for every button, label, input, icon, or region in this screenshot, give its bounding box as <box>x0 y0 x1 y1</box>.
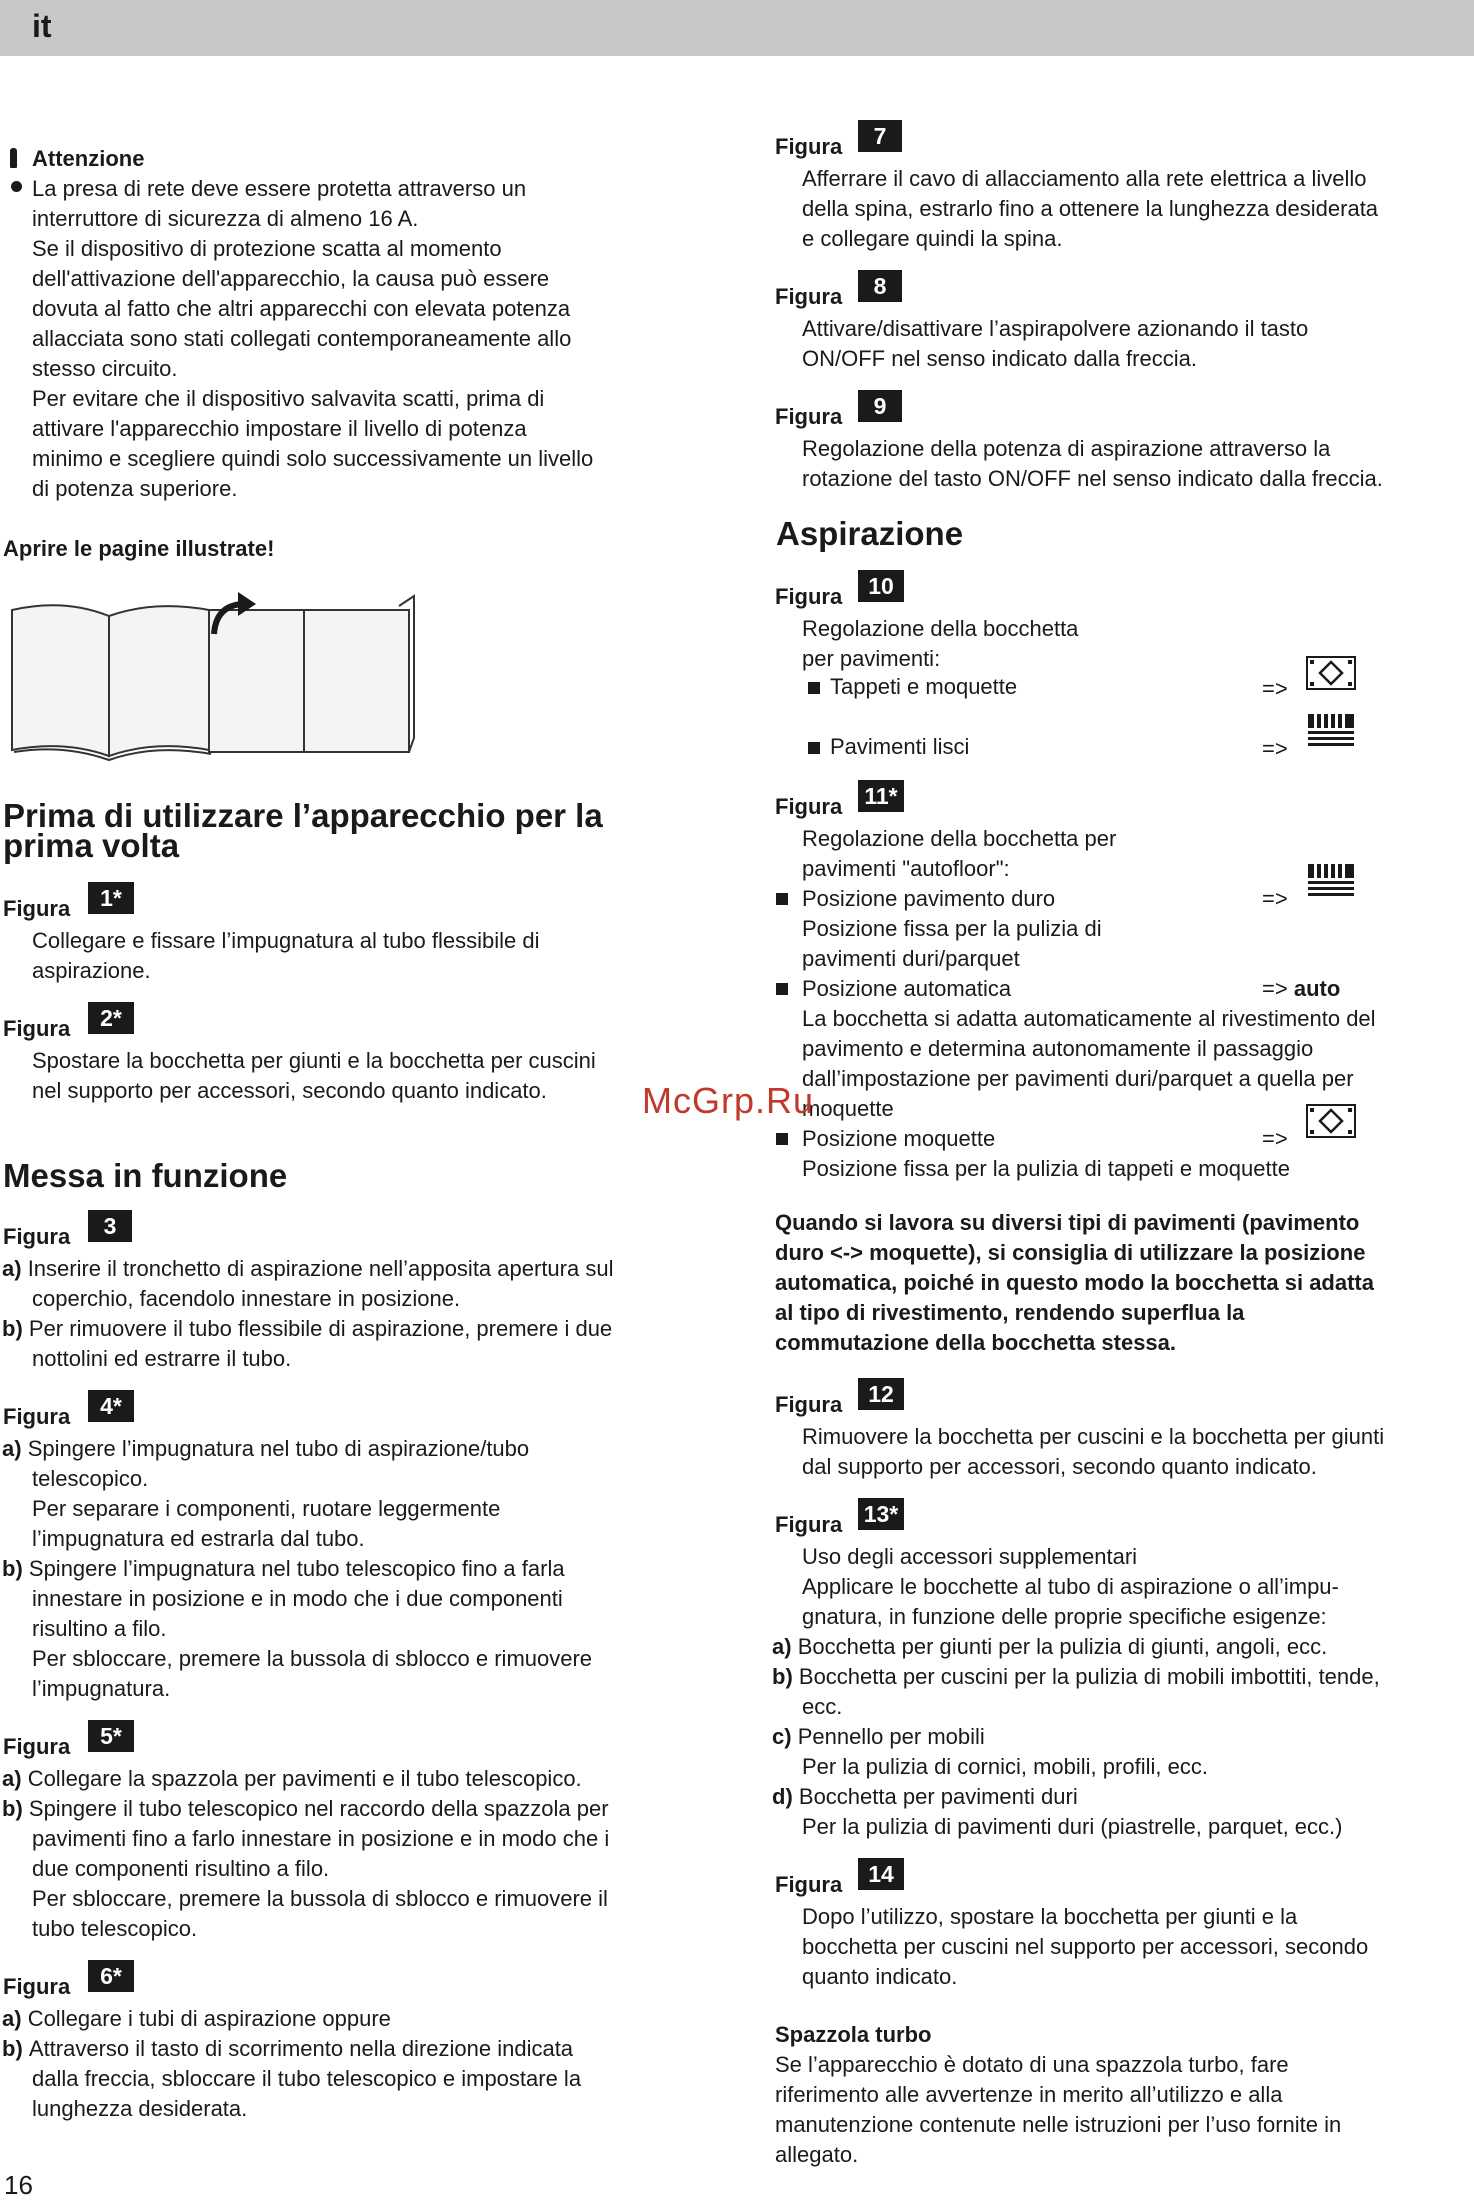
bullet-square-icon <box>776 983 788 995</box>
text-line: Attivare/disattivare l’aspirapolvere azionando il tasto <box>802 316 1309 341</box>
figure-label: Figura <box>3 1974 71 1999</box>
text-line: Per la pulizia di cornici, mobili, profili, ecc. <box>802 1754 1208 1779</box>
text-line: Spostare la bocchetta per giunti e la bocchetta per cuscini <box>32 1048 596 1073</box>
text-line: moquette <box>802 1096 894 1121</box>
text-line: nel supporto per accessori, secondo quanto indicato. <box>32 1078 547 1103</box>
text-line: automatica, poiché in questo modo la bocchetta si adatta <box>775 1270 1374 1295</box>
text-line: Per evitare che il dispositivo salvavita scatti, prima di <box>32 386 545 411</box>
text-line: dovuta al fatto che altri apparecchi con elevata potenza <box>32 296 571 321</box>
text-line: a) Spingere l’impugnatura nel tubo di aspirazione/tubo <box>2 1436 530 1461</box>
text-line: di potenza superiore. <box>32 476 238 501</box>
text-line: Applicare le bocchette al tubo di aspirazione o all’impu- <box>802 1574 1339 1599</box>
text-line: quanto indicato. <box>802 1964 958 1989</box>
page-number: 16 <box>4 2170 33 2200</box>
text-line: pavimenti fino a farlo innestare in posizione e in modo che i <box>32 1826 610 1851</box>
text-line: Dopo l’utilizzo, spostare la bocchetta per giunti e la <box>802 1904 1298 1929</box>
text-line: b) Attraverso il tasto di scorrimento nella direzione indicata <box>2 2036 574 2061</box>
section-title-startup: Messa in funzione <box>3 1157 288 1194</box>
hard-floor-symbol-icon <box>1306 862 1356 896</box>
figure-number-badge: 2* <box>88 1002 134 1034</box>
figure-label: Figura <box>775 1392 843 1417</box>
text-line: duro <-> moquette), si consiglia di utilizzare la posizione <box>775 1240 1366 1265</box>
text-line: Posizione fissa per la pulizia di tappeti e moquette <box>802 1156 1290 1181</box>
text-line: La presa di rete deve essere protetta attraverso un <box>32 176 527 201</box>
text-line: minimo e scegliere quindi solo successivamente un livello <box>32 446 594 471</box>
text-line: Regolazione della bocchetta per <box>802 826 1117 851</box>
text-line: l’impugnatura. <box>32 1676 171 1701</box>
text-line: b) Bocchetta per cuscini per la pulizia di mobili imbottiti, tende, <box>772 1664 1380 1689</box>
text-line: dell'attivazione dell'apparecchio, la causa può essere <box>32 266 550 291</box>
figure-number-badge: 9 <box>858 390 902 422</box>
text-line: bocchetta per cuscini nel supporto per accessori, secondo <box>802 1934 1369 1959</box>
figure-label: Figura <box>775 1512 843 1537</box>
text-line: c) Pennello per mobili <box>772 1724 985 1749</box>
text-line: rotazione del tasto ON/OFF nel senso indicato dalla freccia. <box>802 466 1383 491</box>
option-smooth-floors: Pavimenti lisci <box>808 732 969 762</box>
text-line: a) Collegare la spazzola per pavimenti e il tubo telescopico. <box>2 1766 582 1791</box>
text-line: della spina, estrarlo fino a ottenere la lunghezza desiderata <box>802 196 1379 221</box>
text-line: Posizione fissa per la pulizia di <box>802 916 1102 941</box>
text-line: telescopico. <box>32 1466 149 1491</box>
text-line: Regolazione della bocchetta <box>802 616 1079 641</box>
figure-label: Figura <box>775 794 843 819</box>
text-line: ecc. <box>802 1694 843 1719</box>
option-carpets: Tappeti e moquette <box>808 672 1017 702</box>
text-line: nottolini ed estrarre il tubo. <box>32 1346 292 1371</box>
text-line: commutazione della bocchetta stessa. <box>775 1330 1177 1355</box>
text-line: Collegare e fissare l’impugnatura al tubo flessibile di <box>32 928 540 953</box>
text-line: b) Spingere l’impugnatura nel tubo telescopico fino a farla <box>2 1556 565 1581</box>
bullet-square-icon <box>776 893 788 905</box>
text-line: Uso degli accessori supplementari <box>802 1544 1138 1569</box>
figure-number-badge: 3 <box>88 1210 132 1242</box>
figure-number-badge: 7 <box>858 120 902 152</box>
text-line: lunghezza desiderata. <box>32 2096 248 2121</box>
text-line: risultino a filo. <box>32 1616 167 1641</box>
figure-number-badge: 13* <box>858 1498 904 1530</box>
text-line: pavimenti duri/parquet <box>802 946 1020 971</box>
text-line: Posizione pavimento duro <box>802 884 1055 914</box>
figure-number-badge: 1* <box>88 882 134 914</box>
text-line: interruttore di sicurezza di almeno 16 A. <box>32 206 419 231</box>
text-line: La bocchetta si adatta automaticamente al rivestimento del <box>802 1006 1376 1031</box>
figure-number-badge: 8 <box>858 270 902 302</box>
arrow-hard-floor: => <box>1262 886 1288 911</box>
text-line: al tipo di rivestimento, rendendo superflua la <box>775 1300 1245 1325</box>
text-line: Per la pulizia di pavimenti duri (piastrelle, parquet, ecc.) <box>802 1814 1343 1839</box>
text-line: allacciata sono stati collegati contemporaneamente allo <box>32 326 572 351</box>
figure-label: Figura <box>3 1016 71 1041</box>
text-line: stesso circuito. <box>32 356 178 381</box>
text-line: ON/OFF nel senso indicato dalla freccia. <box>802 346 1197 371</box>
figure-label: Figura <box>3 1224 71 1249</box>
text-line: Per sbloccare, premere la bussola di sblocco e rimuovere <box>32 1646 593 1671</box>
figure-label: Figura <box>3 1734 71 1759</box>
section-title-first-use-cont: prima volta <box>3 827 180 864</box>
text-line: a) Bocchetta per giunti per la pulizia di giunti, angoli, ecc. <box>772 1634 1328 1659</box>
text-line: Per separare i componenti, ruotare leggermente <box>32 1496 501 1521</box>
figure-label: Figura <box>775 284 843 309</box>
text-line: l’impugnatura ed estrarla dal tubo. <box>32 1526 365 1551</box>
text-line: d) Bocchetta per pavimenti duri <box>772 1784 1078 1809</box>
text-line: Posizione moquette <box>802 1124 995 1154</box>
watermark: McGrp.Ru <box>642 1080 815 1121</box>
text-line: due componenti risultino a filo. <box>32 1856 330 1881</box>
figure-number-badge: 10 <box>858 570 904 602</box>
figure-number-badge: 5* <box>88 1720 134 1752</box>
open-book-illustration <box>4 588 424 768</box>
text-line: allegato. <box>775 2142 859 2167</box>
text-line: coperchio, facendolo innestare in posizione. <box>32 1286 461 1311</box>
text-line: pavimenti "autofloor": <box>802 856 1010 881</box>
text-line: b) Per rimuovere il tubo flessibile di aspirazione, premere i due <box>2 1316 613 1341</box>
text-line: Se il dispositivo di protezione scatta al momento <box>32 236 502 261</box>
figure-number-badge: 14 <box>858 1858 904 1890</box>
text-line: innestare in posizione e in modo che i due componenti <box>32 1586 563 1611</box>
text-line: gnatura, in funzione delle proprie specifiche esigenze: <box>802 1604 1327 1629</box>
text-line: dal supporto per accessori, secondo quanto indicato. <box>802 1454 1317 1479</box>
figure-number-badge: 6* <box>88 1960 134 1992</box>
header-bar <box>0 0 1474 56</box>
text-line: pavimento e determina autonomamente il passaggio <box>802 1036 1314 1061</box>
text-line: riferimento alle avvertenze in merito all’utilizzo e alla <box>775 2082 1283 2107</box>
text-line: per pavimenti: <box>802 646 941 671</box>
carpet-symbol-icon <box>1306 1104 1356 1138</box>
figure-label: Figura <box>775 584 843 609</box>
text-line: e collegare quindi la spina. <box>802 226 1063 251</box>
text-line: Posizione automatica <box>802 974 1011 1004</box>
carpet-symbol-icon <box>1306 656 1356 690</box>
figure-number-badge: 4* <box>88 1390 134 1422</box>
text-line: a) Collegare i tubi di aspirazione oppure <box>2 2006 391 2031</box>
figure-label: Figura <box>775 404 843 429</box>
text-line: Afferrare il cavo di allacciamento alla rete elettrica a livello <box>802 166 1367 191</box>
arrow-smooth-floors: => <box>1262 736 1288 761</box>
language-label: it <box>32 8 52 44</box>
turbo-brush-title: Spazzola turbo <box>775 2022 932 2047</box>
text-line: Rimuovere la bocchetta per cuscini e la bocchetta per giunti <box>802 1424 1385 1449</box>
arrow-auto: => auto <box>1262 976 1341 1001</box>
text-line: Regolazione della potenza di aspirazione attraverso la <box>802 436 1331 461</box>
section-title-first-use: Prima di utilizzare l’apparecchio per la <box>3 797 603 834</box>
arrow-carpet: => <box>1262 1126 1288 1151</box>
figure-number-badge: 11* <box>858 780 904 812</box>
figure-label: Figura <box>775 134 843 159</box>
figure-number-badge: 12 <box>858 1378 904 1410</box>
figure-label: Figura <box>775 1872 843 1897</box>
text-line: tubo telescopico. <box>32 1916 198 1941</box>
text-line: b) Spingere il tubo telescopico nel raccordo della spazzola per <box>2 1796 609 1821</box>
arrow-carpets: => <box>1262 676 1288 701</box>
text-line: dall’impostazione per pavimenti duri/parquet a quella per <box>802 1066 1354 1091</box>
bullet-square-icon <box>776 1133 788 1145</box>
warning-icon <box>10 148 18 174</box>
text-line: Quando si lavora su diversi tipi di pavimenti (pavimento <box>775 1210 1360 1235</box>
text-line: attivare l'apparecchio impostare il livello di potenza <box>32 416 527 441</box>
text-line: Se l’apparecchio è dotato di una spazzola turbo, fare <box>775 2052 1289 2077</box>
section-title-aspiration: Aspirazione <box>776 515 964 552</box>
text-line: aspirazione. <box>32 958 151 983</box>
figure-label: Figura <box>3 1404 71 1429</box>
bullet-dot <box>11 181 22 192</box>
hard-floor-symbol-icon <box>1306 712 1356 746</box>
text-line: Per sbloccare, premere la bussola di sblocco e rimuovere il <box>32 1886 608 1911</box>
warning-title: Attenzione <box>32 146 145 171</box>
text-line: dalla freccia, sbloccare il tubo telescopico e impostare la <box>32 2066 582 2091</box>
text-line: a) Inserire il tronchetto di aspirazione nell’apposita apertura sul <box>2 1256 614 1281</box>
figure-label: Figura <box>3 896 71 921</box>
open-pages-note: Aprire le pagine illustrate! <box>3 536 275 561</box>
text-line: manutenzione contenute nelle istruzioni per l’uso fornite in <box>775 2112 1342 2137</box>
